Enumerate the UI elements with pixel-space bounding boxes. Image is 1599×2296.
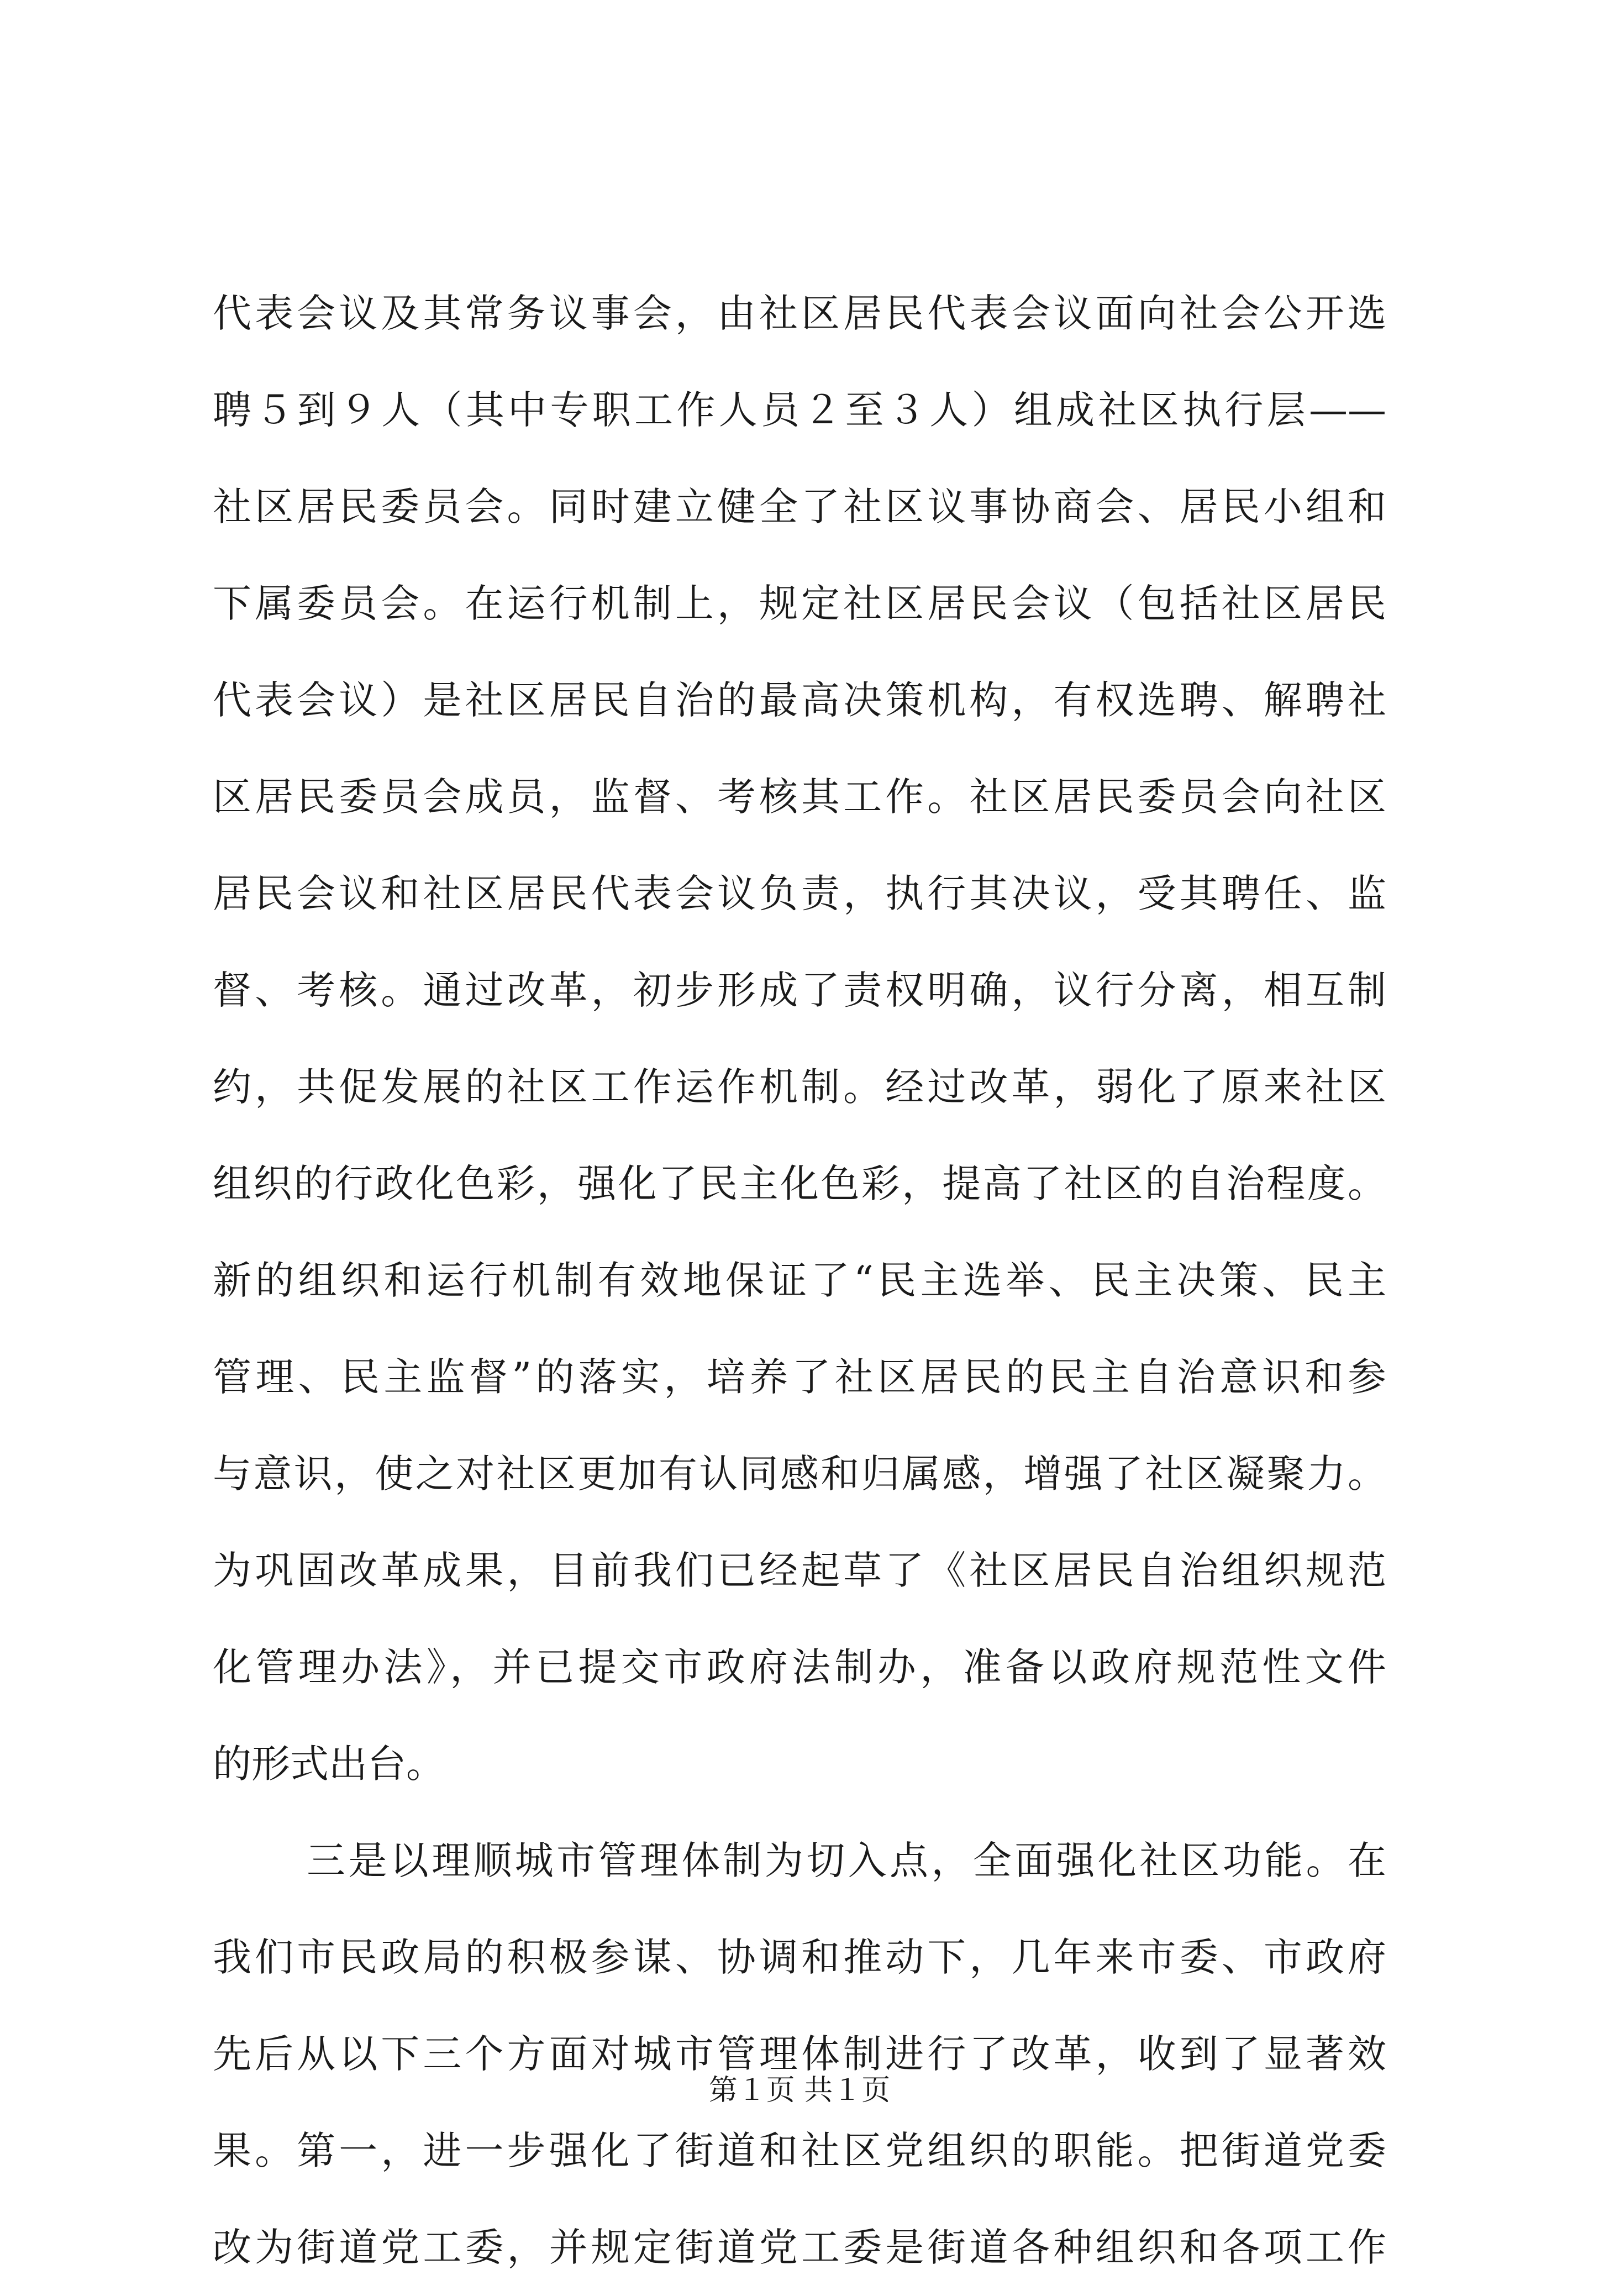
text-line: 与意识，使之对社区更加有认同感和归属感，增强了社区凝聚力。 [213,1451,1386,1496]
text-line: 为巩固改革成果，目前我们已经起草了《社区居民自治组织规范 [213,1548,1386,1593]
text-line: 改为街道党工委，并规定街道党工委是街道各种组织和各项工作 [213,2225,1386,2270]
text-line: 代表会议）是社区居民自治的最高决策机构，有权选聘、解聘社 [213,677,1386,723]
body-text [213,265,1386,2296]
text-line: 督、考核。通过改革，初步形成了责权明确，议行分离，相互制 [213,968,1386,1013]
text-line: 下属委员会。在运行机制上，规定社区居民会议（包括社区居民 [213,581,1386,626]
text-line: 约，共促发展的社区工作运作机制。经过改革，弱化了原来社区 [213,1064,1386,1110]
text-line: 先后从以下三个方面对城市管理体制进行了改革，收到了显著效 [213,2031,1386,2077]
text-line: 新的组织和运行机制有效地保证了“民主选举、民主决策、民主 [213,1258,1386,1303]
text-line: 居民会议和社区居民代表会议负责，执行其决议，受其聘任、监 [213,871,1386,916]
text-line: 代表会议及其常务议事会，由社区居民代表会议面向社会公开选 [213,291,1386,336]
page-number-label: 第１页 共１页 [708,2074,891,2107]
text-line: 化管理办法》，并已提交市政府法制办，准备以政府规范性文件 [213,1644,1386,1690]
text-line: 管理、民主监督”的落实，培养了社区居民的民主自治意识和参 [213,1354,1386,1400]
page-footer [0,2067,1599,2108]
text-line: 果。第一，进一步强化了街道和社区党组织的职能。把街道党委 [213,2128,1386,2173]
text-line: 社区居民委员会。同时建立健全了社区议事协商会、居民小组和 [213,484,1386,529]
text-line: 三是以理顺城市管理体制为切入点，全面强化社区功能。在 [307,1838,1386,1883]
text-line: 的形式出台。 [213,1741,445,1787]
text-line: 聘５到９人（其中专职工作人员２至３人）组成社区执行层—— [213,387,1386,433]
text-line: 我们市民政局的积极参谋、协调和推动下，几年来市委、市政府 [213,1935,1386,1980]
text-line: 区居民委员会成员，监督、考核其工作。社区居民委员会向社区 [213,774,1386,819]
text-line: 组织的行政化色彩，强化了民主化色彩，提高了社区的自治程度。 [213,1161,1386,1206]
